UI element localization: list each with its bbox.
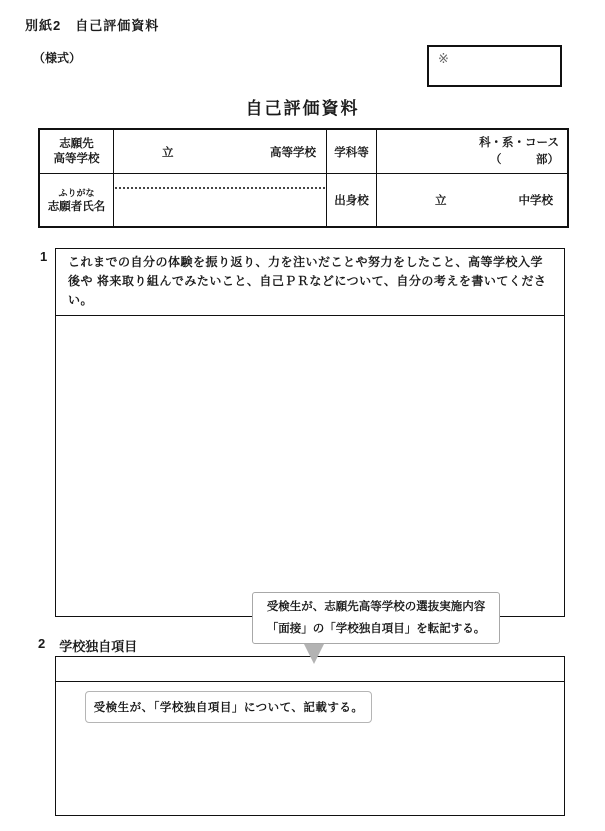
reference-mark: ※: [438, 51, 449, 66]
section1-instruction-line2: 将来取り組んでみたいこと、自己ＰＲなどについて、自分の考えを書いてください。: [68, 274, 547, 307]
department-field[interactable]: [377, 130, 567, 174]
applicant-info-table: [38, 128, 569, 228]
destination-school-label-cell: [40, 130, 114, 174]
transcribe-callout-line1: 受検生が、志願先高等学校の選抜実施内容: [266, 601, 486, 613]
destination-label-line2: 高等学校: [53, 152, 100, 165]
section1-instruction-line1: これまでの自分の体験を振り返り、力を注いだことや努力をしたこと、高等学校入学後や: [68, 255, 544, 288]
department-value-line1: 科・系・コース: [479, 136, 559, 149]
section2-heading-label: 学校独自項目: [59, 639, 138, 654]
origin-school-label: 出身校: [334, 195, 369, 207]
department-label: 学科等: [334, 146, 369, 159]
destination-label-line1: 志願先: [59, 137, 94, 150]
origin-school-field[interactable]: [377, 174, 567, 226]
applicant-name-label-cell: [40, 174, 114, 226]
section2-heading: [38, 636, 137, 655]
department-label-cell: [327, 130, 377, 174]
department-value-line2: （ 部）: [490, 153, 559, 166]
origin-prefix: 立: [435, 195, 447, 207]
describe-callout-text: 受検生が、「学校独自項目」について、記載する。: [93, 702, 364, 714]
section2-number: 2: [38, 636, 46, 651]
transcribe-callout-line2: 「面接」の「学校独自項目」を転記する。: [266, 623, 486, 635]
section1-number: 1: [40, 249, 48, 264]
destination-school-field[interactable]: [114, 130, 327, 174]
origin-suffix: 中学校: [518, 195, 553, 207]
origin-school-label-cell: [327, 174, 377, 226]
applicant-name-label: 志願者氏名: [47, 201, 106, 213]
callout-pointer-triangle: [303, 642, 325, 664]
furigana-divider-line: [115, 187, 325, 189]
section2-box: [55, 656, 565, 816]
office-use-note-box[interactable]: [427, 45, 562, 87]
applicant-name-field[interactable]: [114, 174, 327, 226]
furigana-label: ふりがな: [58, 188, 95, 198]
section1-box: [55, 248, 565, 617]
attachment-label: 別紙2 自己評価資料: [25, 18, 160, 33]
transcribe-callout: [252, 592, 500, 644]
section1-writing-area[interactable]: [56, 316, 564, 616]
describe-callout: [85, 691, 372, 723]
destination-suffix: 高等学校: [270, 146, 316, 159]
destination-prefix: 立: [162, 146, 174, 159]
document-title: 自己評価資料: [245, 99, 360, 118]
format-label: （様式）: [33, 51, 82, 65]
section1-instruction: [56, 249, 564, 316]
